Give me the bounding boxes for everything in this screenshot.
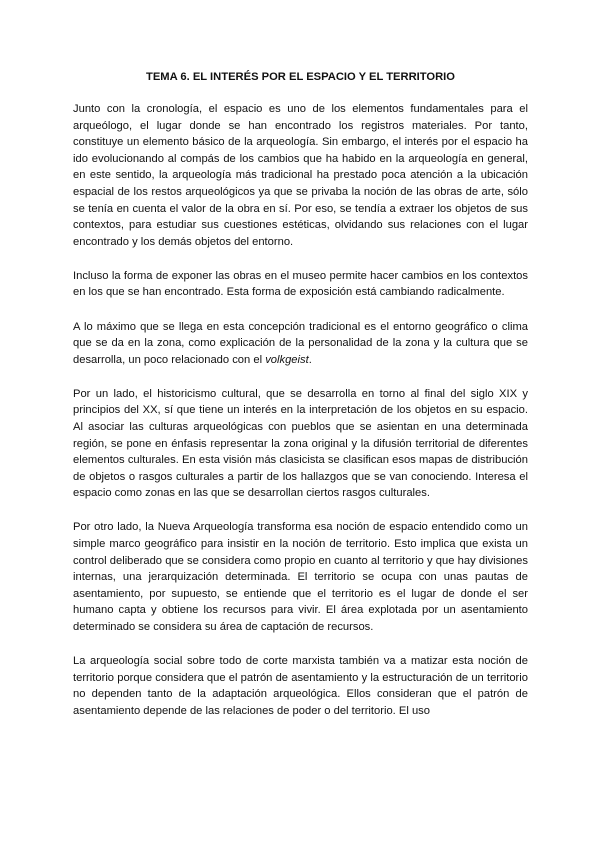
paragraph-chronology-space: Junto con la cronología, el espacio es uno de los elementos fundamentales para el arqueólogo, el lugar donde se han encontrado los registros materiales. Por tanto, constituye un elemento básico de la arqueología. Sin embargo, el interés por el espacio ha ido evolucionando al compás de los cambios que ha habido en la arqueología en general, en este sentido, la arqueología más tradicional ha prestado poca atención a la ubicación espacial de los restos arqueológicos ya que se privaba la noción de las obras de arte, sólo se tenía en cuenta el valor de la obra en sí. Por eso, se tendía a extraer los objetos de sus contextos, para estudiar sus cuestiones estéticas, olvidando sus relaciones con el lugar encontrado y los demás objetos del entorno. bbox=[73, 103, 528, 248]
paragraph-text-part: A lo máximo que se llega en esta concepción tradicional es el entorno geográfico o clima que se da en la zona, como explicación de la personalidad de la zona y la cultura que se desarrolla, un poco relacionado con el bbox=[73, 320, 528, 366]
paragraph-traditional-conception bbox=[73, 319, 528, 369]
paragraph-museum-exhibition: Incluso la forma de exponer las obras en el museo permite hacer cambios en los contextos en los que se han encontrado. Esta forma de exposición está cambiando radicalmente. bbox=[73, 269, 528, 299]
volkgeist-term: volkgeist bbox=[265, 353, 309, 366]
paragraph-social-archaeology: La arqueología social sobre todo de corte marxista también va a matizar esta noción de territorio porque considera que el patrón de asentamiento y la estructuración de un territorio no dependen tanto de la adaptación arqueológica. Ellos consideran que el patrón de asentamiento depende de las relaciones de poder o del territorio. El uso bbox=[73, 655, 528, 717]
paragraph-text-part: . bbox=[308, 353, 312, 366]
paragraph-new-archaeology: Por otro lado, la Nueva Arqueología transforma esa noción de espacio entendido como un simple marco geográfico para insistir en la noción de territorio. Esto implica que exista un control deliberado que se considera como propio en cuanto al territorio y que hay divisiones internas, una jerarquización determinada. El territorio se ocupa con unas pautas de asentamiento, por supuesto, se entiende que el territorio es el lugar de donde el ser humano capta y obtiene los recursos para vivir. El área explotada por un asentamiento determinado se considera su área de captación de recursos. bbox=[73, 521, 528, 634]
paragraph-cultural-historicism: Por un lado, el historicismo cultural, que se desarrolla en torno al final del siglo XIX y principios del XX, sí que tiene un interés en la interpretación de los objetos en su espacio. Al asociar las culturas arqueológicas con pueblos que se asientan en una determinada región, se pone en énfasis representar la zona original y la difusión territorial de diferentes elementos culturales. En esta visión más clasicista se clasifican esos mapas de distribución de objetos o rasgos culturales a partir de los hallazgos que se van conociendo. Interesa el espacio como zonas en las que se desarrollan ciertos rasgos culturales. bbox=[73, 387, 528, 500]
document-title: TEMA 6. EL INTERÉS POR EL ESPACIO Y EL TERRITORIO bbox=[146, 71, 455, 83]
